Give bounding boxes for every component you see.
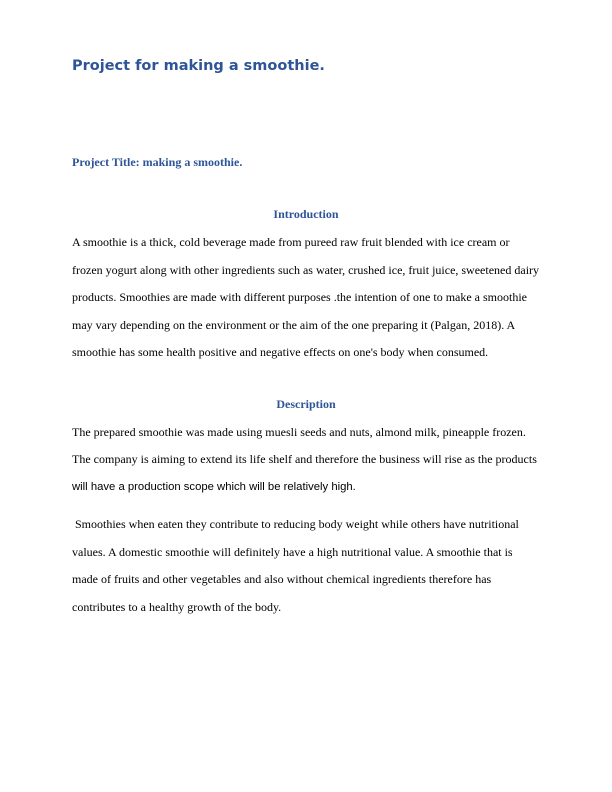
description-line: contributes to a healthy growth of the body. — [72, 600, 282, 614]
introduction-line: smoothie has some health positive and negative effects on one's body when consumed. — [72, 345, 489, 359]
description-line: values. A domestic smoothie will definitely have a high nutritional value. A smoothie that is — [72, 545, 513, 559]
document-title: Project for making a smoothie. — [72, 58, 325, 74]
description-heading: Description — [276, 397, 336, 411]
introduction-line: may vary depending on the environment or the aim of the one preparing it (Palgan, 2018). A — [72, 318, 516, 332]
description-line: made of fruits and other vegetables and also without chemical ingredients therefore has — [72, 572, 492, 586]
description-line: Smoothies when eaten they contribute to reducing body weight while others have nutritional — [72, 517, 519, 531]
introduction-line: products. Smoothies are made with different purposes .the intention of one to make a smoothie — [72, 290, 528, 304]
description-line: The prepared smoothie was made using muesli seeds and nuts, almond milk, pineapple frozen. — [72, 425, 526, 439]
introduction-heading: Introduction — [273, 207, 339, 221]
description-line: will have a production scope which will be relatively high. — [72, 481, 356, 493]
description-line: The company is aiming to extend its life shelf and therefore the business will rise as the products — [72, 452, 537, 466]
introduction-line: A smoothie is a thick, cold beverage made from pureed raw fruit blended with ice cream or — [72, 235, 510, 249]
project-title: Project Title: making a smoothie. — [72, 155, 243, 169]
introduction-line: frozen yogurt along with other ingredients such as water, crushed ice, fruit juice, sweetened dairy — [72, 263, 540, 277]
